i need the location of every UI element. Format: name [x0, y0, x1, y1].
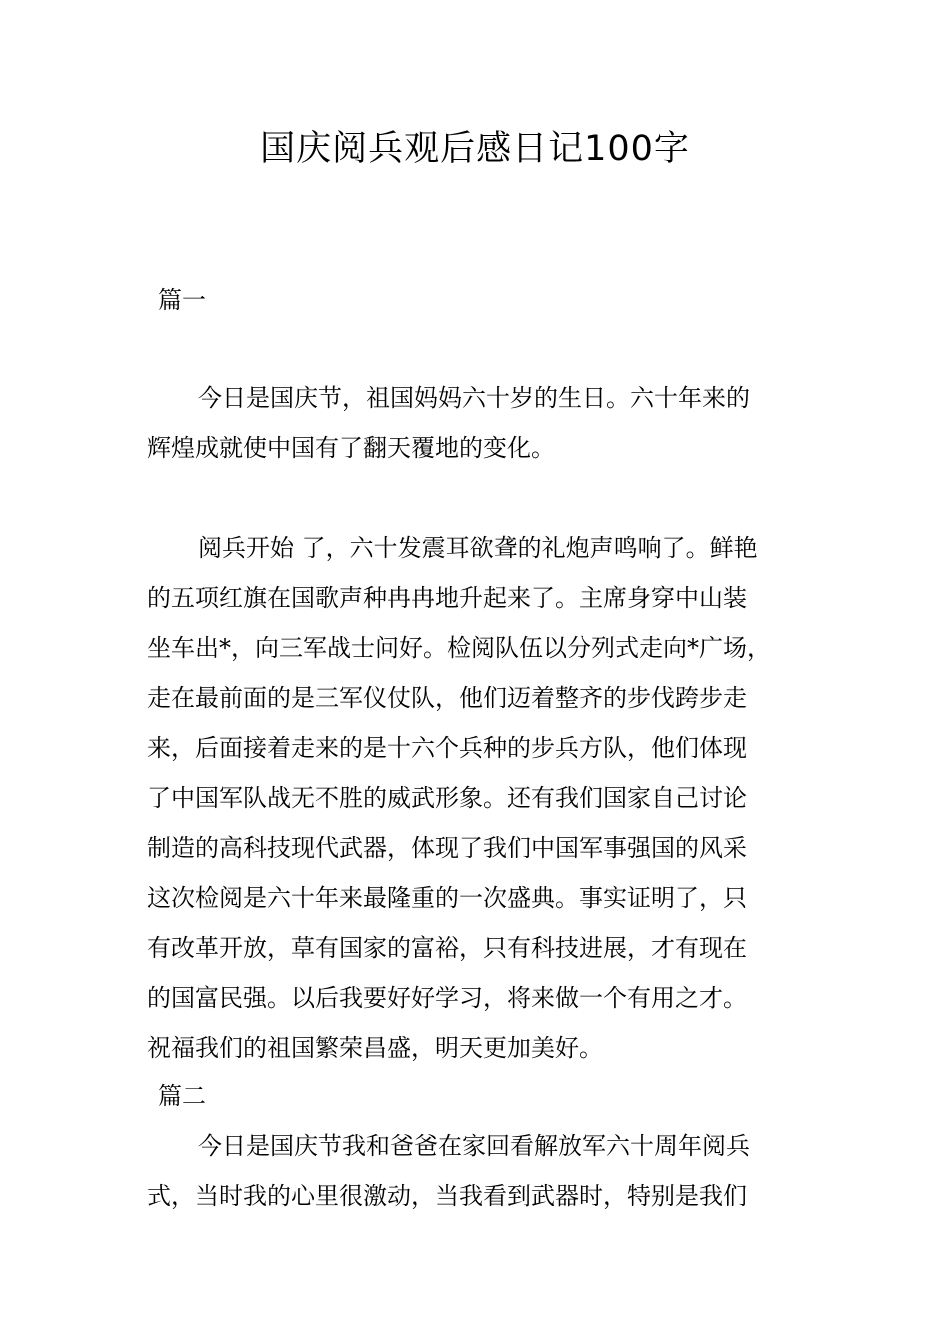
paragraph-line: 有改革开放，草有国家的富裕，只有科技进展，才有现在 — [147, 934, 747, 962]
paragraph-line: 辉煌成就使中国有了翻天覆地的变化。 — [147, 434, 555, 462]
paragraph-line: 制造的高科技现代武器，体现了我们中国军事强国的风采 — [147, 834, 747, 862]
paragraph-line: 走在最前面的是三军仪仗队，他们迈着整齐的步伐跨步走 — [147, 684, 747, 712]
paragraph-line: 坐车出*，向三军战士问好。检阅队伍以分列式走向*广场， — [147, 634, 771, 662]
paragraph-line: 祝福我们的祖国繁荣昌盛，明天更加美好。 — [147, 1034, 603, 1062]
paragraph-line: 这次检阅是六十年来最隆重的一次盛典。事实证明了，只 — [147, 884, 747, 912]
document-title: 国庆阅兵观后感日记100字 — [260, 129, 690, 169]
section-heading: 篇一 — [158, 286, 206, 314]
paragraph-line: 阅兵开始 了，六十发震耳欲聋的礼炮声鸣响了。鲜艳 — [198, 534, 758, 562]
paragraph-line: 式，当时我的心里很激动，当我看到武器时，特别是我们 — [147, 1182, 747, 1210]
paragraph-line: 来，后面接着走来的是十六个兵种的步兵方队，他们体现 — [147, 734, 747, 762]
paragraph-line: 了中国军队战无不胜的威武形象。还有我们国家自己讨论 — [147, 784, 747, 812]
section-heading: 篇二 — [158, 1082, 206, 1110]
paragraph-line: 的五项红旗在国歌声种冉冉地升起来了。主席身穿中山装 — [147, 584, 747, 612]
paragraph-line: 今日是国庆节我和爸爸在家回看解放军六十周年阅兵 — [198, 1132, 750, 1160]
paragraph-line: 的国富民强。以后我要好好学习，将来做一个有用之才。 — [147, 984, 747, 1012]
paragraph-line: 今日是国庆节，祖国妈妈六十岁的生日。六十年来的 — [198, 384, 750, 412]
